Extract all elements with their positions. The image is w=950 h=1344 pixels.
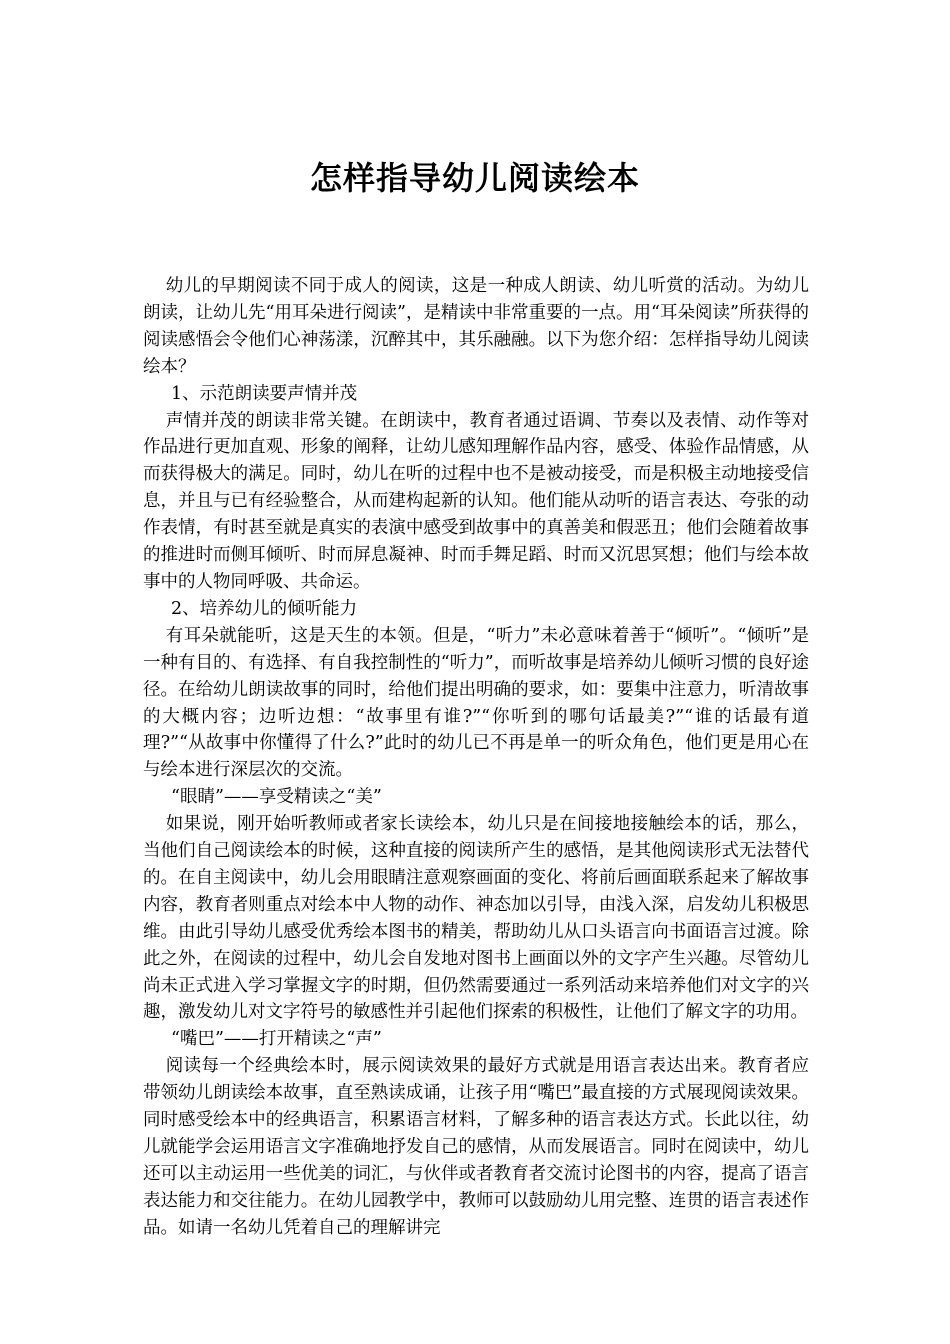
document-title: 怎样指导幼儿阅读绘本 (309, 159, 640, 197)
paragraph-section-1: 声情并茂的朗读非常关键。在朗读中，教育者通过语调、节奏以及表情、动作等对作品进行更加直观、形象的阐释，让幼儿感知理解作品内容，感受、体验作品情感，从而获得极大的满足。同时，幼儿在听的过程中也不是被动接受，而是积极主动地接受信息，并且与已有经验整合，从而建构起新的认知。他们能从动听的语言表达、夸张的动作表情，有时甚至就是真实的表演中感受到故事中的真善美和假恶丑；他们会随着故事的推进时而侧耳倾听、时而屏息凝神、时而手舞足蹈、时而又沉思冥想；他们与绘本故事中的人物同呼吸、共命运。 (143, 410, 809, 592)
section-heading-2: 2、培养幼儿的倾听能力 (171, 598, 358, 619)
section-heading-1: 1、示范朗读要声情并茂 (171, 383, 358, 404)
paragraph-intro: 幼儿的早期阅读不同于成人的阅读，这是一种成人朗读、幼儿听赏的活动。为幼儿朗读，让幼儿先“用耳朵进行阅读”，是精读中非常重要的一点。用“耳朵阅读”所获得的阅读感悟会令他们心神荡漾，沉醉其中，其乐融融。以下为您介绍：怎样指导幼儿阅读绘本？ (143, 276, 809, 377)
paragraph-section-mouth: 阅读每一个经典绘本时，展示阅读效果的最好方式就是用语言表达出来。教育者应带领幼儿朗读绘本故事，直至熟读成诵，让孩子用“嘴巴”最直接的方式展现阅读效果。同时感受绘本中的经典语言，积累语言材料，了解多种的语言表达方式。长此以往，幼儿就能学会运用语言文字准确地抒发自己的感情，从而发展语言。同时在阅读中，幼儿还可以主动运用一些优美的词汇，与伙伴或者教育者交流讨论图书的内容，提高了语言表达能力和交往能力。在幼儿园教学中，教师可以鼓励幼儿用完整、连贯的语言表述作品。如请一名幼儿凭着自己的理解讲完 (143, 1056, 809, 1238)
section-heading-mouth: “嘴巴”——打开精读之“声” (171, 1029, 382, 1050)
section-heading-eyes: “眼睛”——享受精读之“美” (171, 787, 382, 808)
paragraph-section-2: 有耳朵就能听，这是天生的本领。但是，“听力”未必意味着善于“倾听”。“倾听”是一种有目的、有选择、有自我控制性的“听力”，而听故事是培养幼儿倾听习惯的良好途径。在给幼儿朗读故事的同时，给他们提出明确的要求，如：要集中注意力，听清故事的大概内容；边听边想：“故事里有谁?”“你听到的哪句话最美?”“谁的话最有道理?”“从故事中你懂得了什么?”此时的幼儿已不再是单一的听众角色，他们更是用心在与绘本进行深层次的交流。 (143, 625, 809, 781)
document-body (143, 273, 809, 1242)
paragraph-section-eyes: 如果说，刚开始听教师或者家长读绘本，幼儿只是在间接地接触绘本的话，那么，当他们自己阅读绘本的时候，这种直接的阅读所产生的感悟，是其他阅读形式无法替代的。在自主阅读中，幼儿会用眼睛注意观察画面的变化、将前后画面联系起来了解故事内容，教育者则重点对绘本中人物的动作、神态加以引导，由浅入深，启发幼儿积极思维。由此引导幼儿感受优秀绘本图书的精美，帮助幼儿从口头语言向书面语言过渡。除此之外，在阅读的过程中，幼儿会自发地对图书上画面以外的文字产生兴趣。尽管幼儿尚未正式进入学习掌握文字的时期，但仍然需要通过一系列活动来培养他们对文字的兴趣，激发幼儿对文字符号的敏感性并引起他们探索的积极性，让他们了解文字的功用。 (143, 814, 809, 1023)
